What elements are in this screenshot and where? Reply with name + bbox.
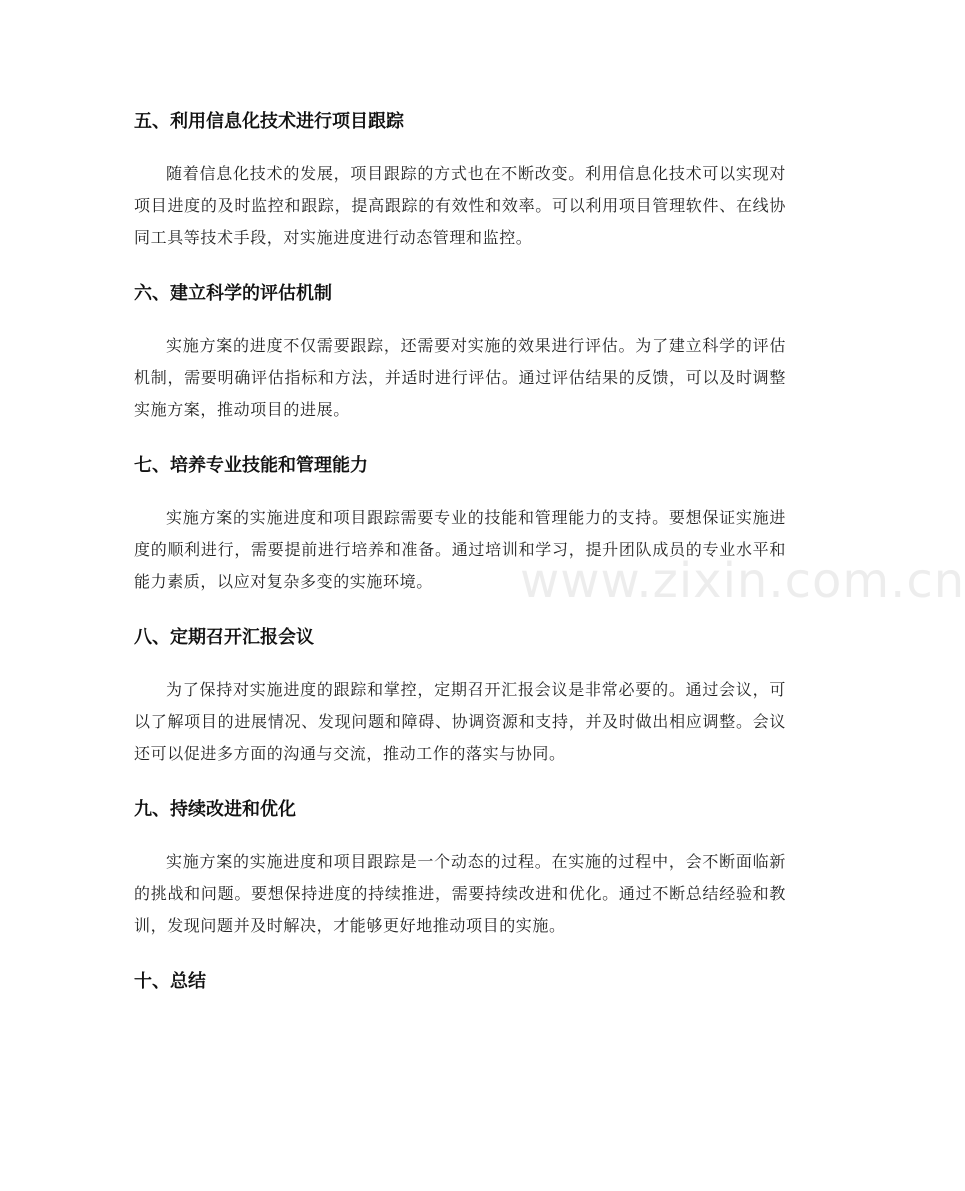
watermark: www.zixin.com.cn: [520, 553, 965, 609]
section-heading-9: 九、持续改进和优化: [134, 799, 296, 820]
section-body-5: 随着信息化技术的发展，项目跟踪的方式也在不断改变。利用信息化技术可以实现对项目进度的及时监控和跟踪，提高跟踪的有效性和效率。可以利用项目管理软件、在线协同工具等技术手段，对实施进度进行动态管理和监控。: [134, 164, 786, 247]
section-body-6: 实施方案的进度不仅需要跟踪，还需要对实施的效果进行评估。为了建立科学的评估机制，需要明确评估指标和方法，并适时进行评估。通过评估结果的反馈，可以及时调整实施方案，推动项目的进展。: [134, 336, 786, 419]
section-heading-6: 六、建立科学的评估机制: [134, 283, 332, 304]
section-heading-8: 八、定期召开汇报会议: [134, 627, 314, 648]
section-body-8: 为了保持对实施进度的跟踪和掌控，定期召开汇报会议是非常必要的。通过会议，可以了解项目的进展情况、发现问题和障碍、协调资源和支持，并及时做出相应调整。会议还可以促进多方面的沟通与交流，推动工作的落实与协同。: [134, 680, 786, 763]
document-content: [134, 104, 786, 1000]
section-heading-7: 七、培养专业技能和管理能力: [134, 455, 368, 476]
section-heading-10: 十、总结: [134, 971, 206, 992]
section-body-7: 实施方案的实施进度和项目跟踪需要专业的技能和管理能力的支持。要想保证实施进度的顺利进行，需要提前进行培养和准备。通过培训和学习，提升团队成员的专业水平和能力素质，以应对复杂多变的实施环境。: [134, 508, 786, 591]
section-body-9: 实施方案的实施进度和项目跟踪是一个动态的过程。在实施的过程中，会不断面临新的挑战和问题。要想保持进度的持续推进，需要持续改进和优化。通过不断总结经验和教训，发现问题并及时解决，才能够更好地推动项目的实施。: [134, 852, 786, 935]
section-heading-5: 五、利用信息化技术进行项目跟踪: [134, 111, 404, 132]
